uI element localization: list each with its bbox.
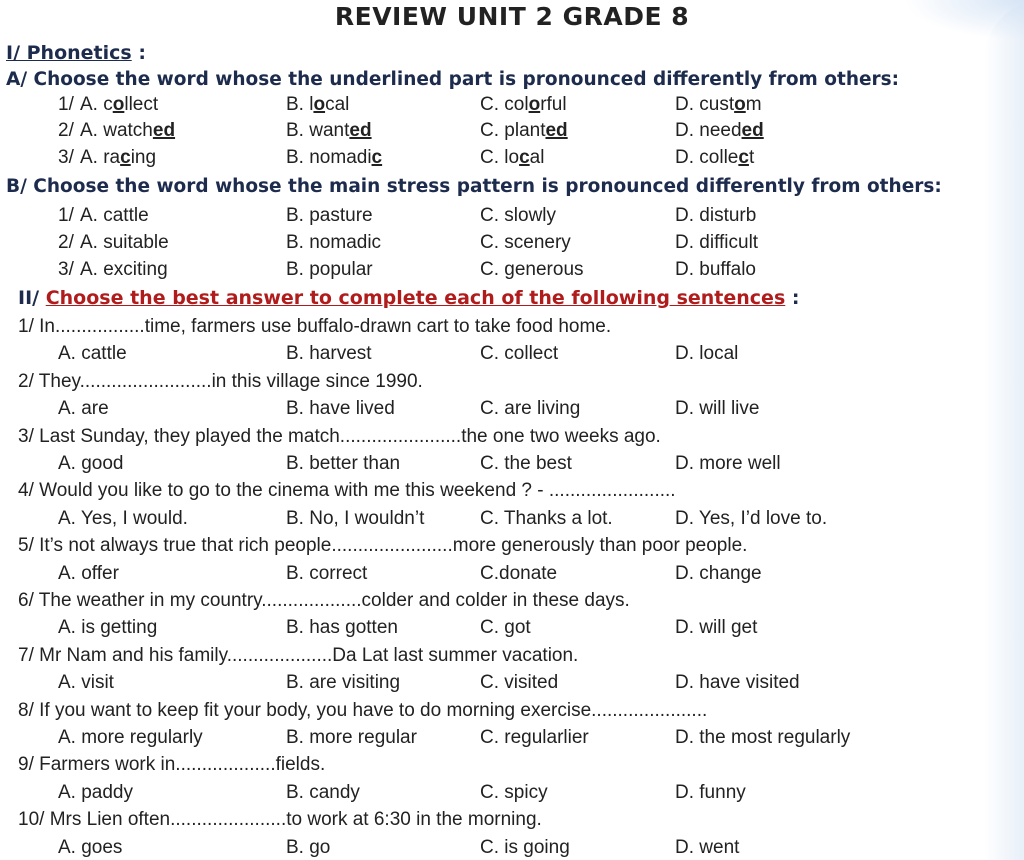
- answer-option-b: B. go: [286, 837, 331, 858]
- section-phonetics-label: I/ Phonetics: [6, 42, 132, 64]
- option-underlined-part: c: [371, 147, 383, 168]
- answer-option-a: A. more regularly: [58, 727, 203, 748]
- section-grammar-num: II/: [18, 287, 40, 309]
- part-b-option-a: A. cattle: [80, 205, 149, 226]
- section-phonetics-heading: [6, 42, 146, 64]
- answer-option-d: D. more well: [675, 453, 781, 474]
- answer-option-b: B. have lived: [286, 398, 395, 419]
- answer-option-d: D. will get: [675, 617, 758, 638]
- part-b-option-c: C. slowly: [480, 205, 557, 226]
- answer-option-d: D. went: [675, 837, 740, 858]
- part-b-option-d: D. disturb: [675, 205, 757, 226]
- part-b-option-d: D. difficult: [675, 232, 759, 253]
- answer-option-b: B. better than: [286, 453, 401, 474]
- part-b-heading: B/ Choose the word whose the main stress pattern is pronounced differently from others:: [6, 176, 942, 197]
- section-phonetics-suffix: :: [131, 42, 146, 64]
- option-underlined-part: ed: [152, 120, 176, 141]
- option-underlined-part: c: [120, 147, 131, 168]
- answer-option-c: C. the best: [480, 453, 572, 474]
- part-a-row-number: 2/: [58, 120, 74, 141]
- part-b-row-number: 2/: [58, 232, 74, 253]
- option-text-before: C. col: [480, 94, 529, 115]
- answer-option-a: A. cattle: [58, 343, 127, 364]
- option-underlined-part: o: [112, 94, 125, 115]
- part-b-row-number: 1/: [58, 205, 74, 226]
- option-text-after: m: [745, 94, 762, 115]
- answer-option-d: D. change: [675, 563, 762, 584]
- section-grammar-label: Choose the best answer to complete each of the following sentences: [45, 287, 786, 309]
- option-underlined-part: o: [313, 94, 326, 115]
- answer-option-a: A. offer: [58, 563, 119, 584]
- answer-option-a: A. good: [58, 453, 124, 474]
- answer-option-b: B. more regular: [286, 727, 417, 748]
- question-text: 4/ Would you like to go to the cinema with me this weekend ? - ........................: [18, 480, 676, 501]
- part-b-option-c: C. generous: [480, 259, 584, 280]
- question-text: 2/ They.........................in this village since 1990.: [18, 371, 423, 392]
- answer-option-c: C. Thanks a lot.: [480, 508, 613, 529]
- answer-option-c: C. got: [480, 617, 531, 638]
- question-text: 3/ Last Sunday, they played the match.......................the one two weeks ago.: [18, 426, 661, 447]
- question-text: 8/ If you want to keep fit your body, you have to do morning exercise......................: [18, 700, 708, 721]
- part-a-option-a: [80, 147, 156, 169]
- part-a-row-number: 3/: [58, 147, 74, 168]
- option-text-after: cal: [325, 94, 350, 115]
- option-underlined-part: ed: [545, 120, 568, 141]
- part-a-option-a: [80, 94, 158, 116]
- option-text-before: C. plant: [480, 120, 546, 141]
- answer-option-b: B. candy: [286, 782, 360, 803]
- part-a-option-d: [675, 94, 762, 116]
- answer-option-d: D. have visited: [675, 672, 800, 693]
- answer-option-d: D. the most regularly: [675, 727, 851, 748]
- option-underlined-part: ed: [349, 120, 372, 141]
- answer-option-c: C. is going: [480, 837, 570, 858]
- option-underlined-part: o: [528, 94, 541, 115]
- part-b-row-number: 3/: [58, 259, 74, 280]
- answer-option-c: C. regularlier: [480, 727, 589, 748]
- option-text-before: B. l: [286, 94, 314, 115]
- part-a-option-c: [480, 94, 567, 116]
- part-a-option-a: [80, 120, 175, 142]
- option-text-before: A. watch: [80, 120, 153, 141]
- part-b-option-b: B. popular: [286, 259, 373, 280]
- part-b-option-c: C. scenery: [480, 232, 571, 253]
- option-underlined-part: c: [519, 147, 530, 168]
- part-a-option-c: [480, 147, 544, 169]
- option-underlined-part: c: [738, 147, 749, 168]
- section-grammar-suffix: :: [785, 287, 800, 309]
- question-text: 10/ Mrs Lien often......................to work at 6:30 in the morning.: [18, 809, 542, 830]
- option-text-before: A. c: [80, 94, 113, 115]
- part-a-option-b: [286, 120, 372, 142]
- answer-option-c: C. collect: [480, 343, 559, 364]
- question-text: 5/ It’s not always true that rich people.......................more generously than poor people.: [18, 535, 748, 556]
- part-b-option-b: B. nomadic: [286, 232, 382, 253]
- question-text: 9/ Farmers work in...................fields.: [18, 754, 326, 775]
- part-b-option-d: D. buffalo: [675, 259, 756, 280]
- part-a-option-b: [286, 94, 349, 116]
- answer-option-d: D. will live: [675, 398, 760, 419]
- answer-option-c: C.donate: [480, 563, 558, 584]
- answer-option-a: A. paddy: [58, 782, 133, 803]
- part-b-option-b: B. pasture: [286, 205, 373, 226]
- answer-option-a: A. goes: [58, 837, 123, 858]
- part-a-option-d: [675, 120, 764, 142]
- page-title: REVIEW UNIT 2 GRADE 8: [334, 2, 690, 31]
- option-text-after: rful: [540, 94, 567, 115]
- option-text-before: B. want: [286, 120, 350, 141]
- answer-option-b: B. harvest: [286, 343, 372, 364]
- option-text-after: al: [529, 147, 545, 168]
- answer-option-b: B. No, I wouldn’t: [286, 508, 425, 529]
- part-a-heading: A/ Choose the word whose the underlined part is pronounced differently from others:: [6, 69, 900, 90]
- answer-option-d: D. local: [675, 343, 739, 364]
- question-text: 1/ In.................time, farmers use buffalo-drawn cart to take food home.: [18, 316, 612, 337]
- option-text-before: D. need: [675, 120, 742, 141]
- option-text-before: D. colle: [675, 147, 739, 168]
- option-underlined-part: o: [734, 94, 746, 115]
- part-b-option-a: A. exciting: [80, 259, 168, 280]
- question-text: 7/ Mr Nam and his family....................Da Lat last summer vacation.: [18, 645, 579, 666]
- part-a-option-b: [286, 147, 382, 169]
- option-text-before: A. ra: [80, 147, 121, 168]
- answer-option-c: C. are living: [480, 398, 581, 419]
- option-text-before: B. nomadi: [286, 147, 372, 168]
- section-grammar-heading: [18, 287, 799, 309]
- question-text: 6/ The weather in my country...................colder and colder in these days.: [18, 590, 630, 611]
- part-a-option-c: [480, 120, 568, 142]
- option-text-after: ing: [130, 147, 157, 168]
- option-text-after: llect: [124, 94, 159, 115]
- answer-option-a: A. are: [58, 398, 109, 419]
- part-b-option-a: A. suitable: [80, 232, 169, 253]
- answer-option-a: A. visit: [58, 672, 114, 693]
- part-a-option-d: [675, 147, 754, 169]
- decorative-border: [984, 0, 1024, 860]
- answer-option-a: A. Yes, I would.: [58, 508, 188, 529]
- option-text-before: D. cust: [675, 94, 735, 115]
- answer-option-b: B. are visiting: [286, 672, 401, 693]
- answer-option-d: D. funny: [675, 782, 746, 803]
- answer-option-b: B. correct: [286, 563, 368, 584]
- answer-option-d: D. Yes, I’d love to.: [675, 508, 828, 529]
- answer-option-a: A. is getting: [58, 617, 158, 638]
- option-text-before: C. lo: [480, 147, 520, 168]
- answer-option-c: C. visited: [480, 672, 559, 693]
- option-underlined-part: ed: [741, 120, 764, 141]
- part-a-row-number: 1/: [58, 94, 74, 115]
- option-text-after: t: [748, 147, 755, 168]
- answer-option-b: B. has gotten: [286, 617, 398, 638]
- answer-option-c: C. spicy: [480, 782, 548, 803]
